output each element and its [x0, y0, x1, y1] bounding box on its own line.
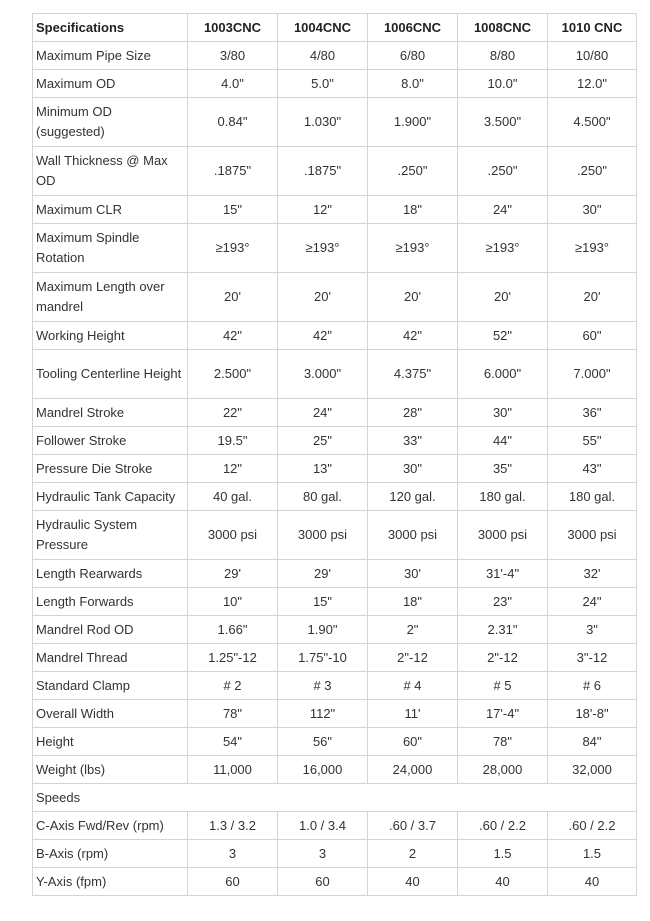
cell-value: 24,000	[368, 756, 458, 784]
cell-value: 11,000	[188, 756, 278, 784]
cell-value: 31'-4"	[458, 560, 548, 588]
cell-value: 1.0 / 3.4	[278, 812, 368, 840]
row-label: Hydraulic Tank Capacity	[33, 483, 188, 511]
row-label: Maximum CLR	[33, 196, 188, 224]
cell-value: ≥193°	[278, 224, 368, 273]
cell-value: ≥193°	[458, 224, 548, 273]
cell-value: 180 gal.	[458, 483, 548, 511]
cell-value: 3.000"	[278, 350, 368, 399]
cell-value: .1875"	[188, 147, 278, 196]
row-label: B-Axis (rpm)	[33, 840, 188, 868]
cell-value: 15"	[278, 588, 368, 616]
table-row	[33, 455, 637, 483]
cell-value: 32,000	[548, 756, 637, 784]
cell-value: .250"	[368, 147, 458, 196]
cell-value: 0.84"	[188, 98, 278, 147]
table-row	[33, 644, 637, 672]
cell-value: 40 gal.	[188, 483, 278, 511]
cell-value: 60"	[548, 322, 637, 350]
table-row	[33, 511, 637, 560]
cell-value: 60	[278, 868, 368, 896]
row-label: Tooling Centerline Height	[33, 350, 188, 399]
cell-value: 35"	[458, 455, 548, 483]
cell-value: 56"	[278, 728, 368, 756]
cell-value: 78"	[188, 700, 278, 728]
header-model-1006cnc: 1006CNC	[368, 14, 458, 42]
table-row	[33, 483, 637, 511]
cell-value: 42"	[188, 322, 278, 350]
row-label: Minimum OD (suggested)	[33, 98, 188, 147]
row-label: Mandrel Thread	[33, 644, 188, 672]
cell-value: 4/80	[278, 42, 368, 70]
cell-value: 54"	[188, 728, 278, 756]
cell-value: 43"	[548, 455, 637, 483]
table-row	[33, 98, 637, 147]
cell-value: 1.5	[458, 840, 548, 868]
cell-value: 23"	[458, 588, 548, 616]
cell-value: 24"	[458, 196, 548, 224]
cell-value: 30'	[368, 560, 458, 588]
cell-value: 84"	[548, 728, 637, 756]
cell-value: 55"	[548, 427, 637, 455]
cell-value: 1.900"	[368, 98, 458, 147]
cell-value: .60 / 3.7	[368, 812, 458, 840]
table-row	[33, 147, 637, 196]
cell-value: ≥193°	[188, 224, 278, 273]
table-row	[33, 868, 637, 896]
table-row	[33, 350, 637, 399]
cell-value: 80 gal.	[278, 483, 368, 511]
cell-value: 42"	[368, 322, 458, 350]
cell-value: 120 gal.	[368, 483, 458, 511]
cell-value: ≥193°	[548, 224, 637, 273]
cell-value: 42"	[278, 322, 368, 350]
cell-value: 3.500"	[458, 98, 548, 147]
cell-value: 18'-8"	[548, 700, 637, 728]
cell-value: 40	[368, 868, 458, 896]
cell-value: 6.000"	[458, 350, 548, 399]
cell-value: 2	[368, 840, 458, 868]
row-label: Y-Axis (fpm)	[33, 868, 188, 896]
cell-value: 44"	[458, 427, 548, 455]
cell-value: 30"	[458, 399, 548, 427]
cell-value: .1875"	[278, 147, 368, 196]
cell-value: 3000 psi	[368, 511, 458, 560]
cell-value: 1.030"	[278, 98, 368, 147]
header-model-1004cnc: 1004CNC	[278, 14, 368, 42]
header-model-1010cnc: 1010 CNC	[548, 14, 637, 42]
cell-value: # 2	[188, 672, 278, 700]
table-row	[33, 616, 637, 644]
cell-value: .60 / 2.2	[548, 812, 637, 840]
cell-value: 4.500"	[548, 98, 637, 147]
row-label: Overall Width	[33, 700, 188, 728]
cell-value: 11'	[368, 700, 458, 728]
cell-value: 33"	[368, 427, 458, 455]
row-label: Maximum Pipe Size	[33, 42, 188, 70]
row-label: Pressure Die Stroke	[33, 455, 188, 483]
cell-value: 1.25"-12	[188, 644, 278, 672]
cell-value: 78"	[458, 728, 548, 756]
cell-value: 20'	[368, 273, 458, 322]
cell-value: 8.0"	[368, 70, 458, 98]
cell-value: 18"	[368, 196, 458, 224]
table-row	[33, 273, 637, 322]
cell-value: 36"	[548, 399, 637, 427]
cell-value: 1.66"	[188, 616, 278, 644]
cell-value: ≥193°	[368, 224, 458, 273]
cell-value: 12"	[188, 455, 278, 483]
table-row	[33, 399, 637, 427]
cell-value: 30"	[548, 196, 637, 224]
cell-value: 5.0"	[278, 70, 368, 98]
cell-value: 52"	[458, 322, 548, 350]
header-model-1003cnc: 1003CNC	[188, 14, 278, 42]
cell-value: .60 / 2.2	[458, 812, 548, 840]
cell-value: 25"	[278, 427, 368, 455]
table-row	[33, 700, 637, 728]
cell-value: # 5	[458, 672, 548, 700]
cell-value: 60	[188, 868, 278, 896]
table-row	[33, 756, 637, 784]
cell-value: 1.3 / 3.2	[188, 812, 278, 840]
cell-value: 4.375"	[368, 350, 458, 399]
cell-value: 8/80	[458, 42, 548, 70]
row-label: Maximum Spindle Rotation	[33, 224, 188, 273]
cell-value: 32'	[548, 560, 637, 588]
cell-value: # 3	[278, 672, 368, 700]
row-label: Working Height	[33, 322, 188, 350]
cell-value: 3000 psi	[188, 511, 278, 560]
specifications-table	[32, 13, 637, 896]
row-label: Mandrel Stroke	[33, 399, 188, 427]
row-label: C-Axis Fwd/Rev (rpm)	[33, 812, 188, 840]
row-label: Height	[33, 728, 188, 756]
cell-value: 3	[278, 840, 368, 868]
cell-value: 2.31"	[458, 616, 548, 644]
cell-value: 10/80	[548, 42, 637, 70]
cell-value: 22"	[188, 399, 278, 427]
cell-value: 60"	[368, 728, 458, 756]
cell-value: 3"	[548, 616, 637, 644]
cell-value: 3	[188, 840, 278, 868]
table-row	[33, 728, 637, 756]
cell-value: 2.500"	[188, 350, 278, 399]
cell-value: # 6	[548, 672, 637, 700]
row-label: Length Rearwards	[33, 560, 188, 588]
cell-value: 20'	[458, 273, 548, 322]
cell-value: 2"-12	[368, 644, 458, 672]
cell-value: 20'	[278, 273, 368, 322]
row-label: Weight (lbs)	[33, 756, 188, 784]
table-row	[33, 224, 637, 273]
table-row	[33, 196, 637, 224]
cell-value: 28,000	[458, 756, 548, 784]
row-label: Wall Thickness @ Max OD	[33, 147, 188, 196]
cell-value: 2"	[368, 616, 458, 644]
cell-value: 29'	[188, 560, 278, 588]
cell-value: 12"	[278, 196, 368, 224]
table-row	[33, 672, 637, 700]
cell-value: 1.75"-10	[278, 644, 368, 672]
cell-value: 10"	[188, 588, 278, 616]
row-label: Maximum Length over mandrel	[33, 273, 188, 322]
cell-value: .250"	[548, 147, 637, 196]
header-model-1008cnc: 1008CNC	[458, 14, 548, 42]
cell-value: 40	[548, 868, 637, 896]
cell-value: 16,000	[278, 756, 368, 784]
cell-value: 6/80	[368, 42, 458, 70]
cell-value: 20'	[548, 273, 637, 322]
row-label: Standard Clamp	[33, 672, 188, 700]
table-row	[33, 42, 637, 70]
cell-value: 1.5	[548, 840, 637, 868]
cell-value: 10.0"	[458, 70, 548, 98]
cell-value: 24"	[278, 399, 368, 427]
table-row	[33, 322, 637, 350]
cell-value: 28"	[368, 399, 458, 427]
cell-value: 1.90"	[278, 616, 368, 644]
row-label: Maximum OD	[33, 70, 188, 98]
table-row	[33, 70, 637, 98]
cell-value: .250"	[458, 147, 548, 196]
cell-value: 40	[458, 868, 548, 896]
cell-value: 112"	[278, 700, 368, 728]
section-row-speeds	[33, 784, 637, 812]
table-row	[33, 560, 637, 588]
cell-value: 29'	[278, 560, 368, 588]
section-label-speeds: Speeds	[33, 784, 637, 812]
cell-value: 24"	[548, 588, 637, 616]
cell-value: 12.0"	[548, 70, 637, 98]
cell-value: 180 gal.	[548, 483, 637, 511]
cell-value: 19.5"	[188, 427, 278, 455]
cell-value: 13"	[278, 455, 368, 483]
cell-value: 7.000"	[548, 350, 637, 399]
table-row	[33, 840, 637, 868]
cell-value: 15"	[188, 196, 278, 224]
table-row	[33, 427, 637, 455]
header-specifications: Specifications	[33, 14, 188, 42]
row-label: Hydraulic System Pressure	[33, 511, 188, 560]
cell-value: 18"	[368, 588, 458, 616]
cell-value: # 4	[368, 672, 458, 700]
row-label: Follower Stroke	[33, 427, 188, 455]
table-row	[33, 812, 637, 840]
cell-value: 3000 psi	[278, 511, 368, 560]
cell-value: 3000 psi	[458, 511, 548, 560]
cell-value: 17'-4"	[458, 700, 548, 728]
cell-value: 3/80	[188, 42, 278, 70]
cell-value: 30"	[368, 455, 458, 483]
table-header-row	[33, 14, 637, 42]
cell-value: 2"-12	[458, 644, 548, 672]
cell-value: 4.0"	[188, 70, 278, 98]
cell-value: 3000 psi	[548, 511, 637, 560]
cell-value: 20'	[188, 273, 278, 322]
row-label: Mandrel Rod OD	[33, 616, 188, 644]
row-label: Length Forwards	[33, 588, 188, 616]
cell-value: 3"-12	[548, 644, 637, 672]
table-row	[33, 588, 637, 616]
